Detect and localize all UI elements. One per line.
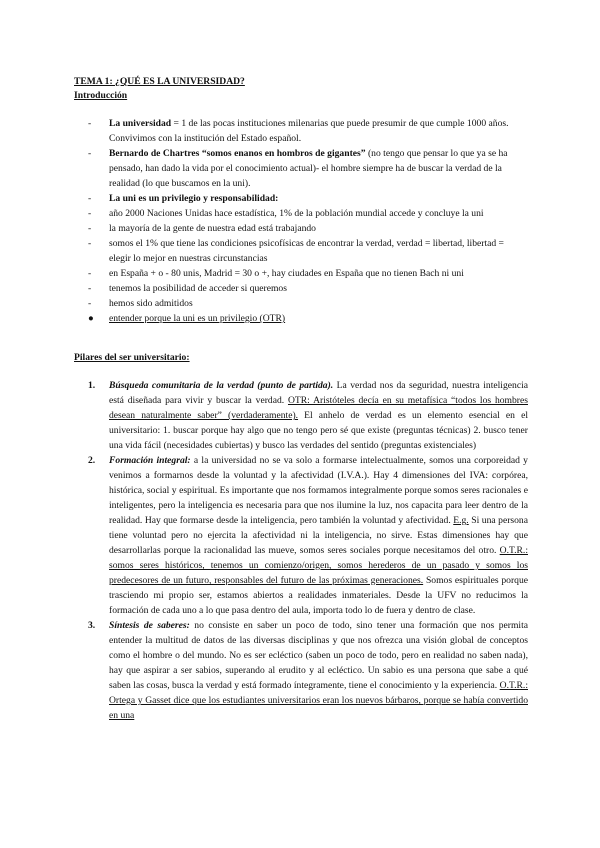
pilar-item	[88, 453, 528, 618]
bullet-marker: -	[88, 283, 92, 294]
bullet-text: en España + o - 80 unis, Madrid = 30 o +, hay ciudades en España que no tienen Bach ni uni	[109, 268, 464, 279]
bullet-text: la mayoría de la gente de nuestra edad está trabajando	[109, 223, 316, 234]
pilar-note: O.T.R.: somos seres históricos, tenemos un comienzo/origen, somos herederos de un pasado y somos los predecesores de un futuro, responsables del futuro de las próximas generaciones.	[109, 545, 528, 586]
pilares-list	[88, 378, 528, 723]
pilar-note: O.T.R.: Ortega y Gasset dice que los estudiantes universitarios eran los nuevos bárbaros, porque se había convertido en una	[109, 680, 528, 721]
bullet-marker: ●	[88, 313, 94, 324]
bullet-text: hemos sido admitidos	[109, 298, 193, 309]
list-item	[88, 206, 528, 221]
pilar-lead: Síntesis de saberes:	[109, 620, 190, 631]
pilar-lead: Formación integral:	[109, 455, 191, 466]
list-item	[88, 266, 528, 281]
list-item	[88, 191, 528, 206]
bullet-text: entender porque la uni es un privilegio (OTR)	[109, 313, 286, 324]
list-item	[88, 236, 528, 266]
pilar-note: E.g.	[453, 515, 469, 526]
intro-heading: Introducción	[74, 90, 128, 101]
bullet-marker: -	[88, 268, 92, 279]
bullet-text: = 1 de las pocas instituciones milenarias que puede presumir de que cumple 1000 años. Convivimos con la institución del Estado español.	[109, 118, 509, 144]
pilares-heading: Pilares del ser universitario:	[74, 352, 190, 363]
bullet-bold-text: La uni es un privilegio y responsabilidad:	[109, 193, 279, 204]
bullet-marker: -	[88, 193, 92, 204]
list-item	[88, 281, 528, 296]
pilar-number: 2.	[88, 455, 96, 466]
pilar-text: no consiste en saber un poco de todo, sino tener una formación que nos permita entender la multitud de datos de las diversas disciplinas y que nos ofrezca una visión global de conceptos como el hombre o del mundo. No es ser ecléctico (saben un poco de todo, pero en realidad no saben nada), hay que aspirar a ser sabios, superando al erudito y al ecléctico. Un sabio es una persona que sabe a qué saben las cosas, busca la verdad y está formado íntegramente, tiene el conocimiento y la experiencia.	[109, 620, 528, 691]
pilar-text: El anhelo de verdad es un elemento esencial en el universitario: 1. buscar porque hay algo que no tengo pero sé que existe (preguntas técnicas) 2. busco tener una vida fácil (necesidades cubiertas) y busco las verdades del sentido (preguntas existenciales)	[109, 410, 528, 451]
bullet-bold-text: Bernardo de Chartres “somos enanos en hombros de gigantes”	[109, 148, 366, 159]
pilar-number: 1.	[88, 380, 96, 391]
bullet-text: tenemos la posibilidad de acceder si queremos	[109, 283, 287, 294]
bullet-marker: -	[88, 118, 92, 129]
list-item	[88, 296, 528, 311]
bullet-marker: -	[88, 223, 92, 234]
bullet-text: (no tengo que pensar lo que ya se ha pensado, han dado la vida por el conocimiento actual)- el hombre siempre ha de buscar la verdad de la realidad (lo que buscamos en la uni).	[109, 148, 508, 189]
document-title: TEMA 1: ¿QUÉ ES LA UNIVERSIDAD?	[74, 76, 245, 87]
pilar-text: La verdad nos da seguridad, nuestra inteligencia está diseñada para vivir y buscar la verdad.	[109, 380, 529, 406]
bullet-marker: -	[88, 298, 92, 309]
pilar-text: Si una persona tiene voluntad pero no ejercita la afectividad ni la inteligencia, no sirve. Estas dimensiones hay que desarrollarlas porque la racionalidad las mueve, somos seres sociales porque necesitamos del otro.	[109, 515, 528, 556]
pilar-note: OTR: Aristóteles decía en su metafísica “todos los hombres desean naturalmente saber” (verdaderamente).	[109, 395, 528, 421]
list-item	[88, 146, 528, 191]
pilar-item	[88, 618, 528, 723]
pilar-lead: Búsqueda comunitaria de la verdad (punto de partida).	[109, 380, 334, 391]
pilar-text: a la universidad no se va solo a formarse intelectualmente, somos una corporeidad y venimos a formarnos desde la voluntad y la afectividad (I.V.A.). Hay 4 dimensiones del IVA: corpórea, histórica, social y espiritual. Es importante que nos formamos integralmente porque somos seres racionales e inteligentes, pero la inteligencia es necesaria para que nos ilumine la luz, nos capacita para leer dentro de la realidad. Hay que formarse desde la inteligencia, pero también la voluntad y afectividad.	[109, 455, 528, 526]
pilar-item	[88, 378, 528, 453]
bullet-text: año 2000 Naciones Unidas hace estadística, 1% de la población mundial accede y concluye la uni	[109, 208, 484, 219]
bullet-marker: -	[88, 238, 92, 249]
bullet-marker: -	[88, 148, 92, 159]
intro-bullet-list	[88, 116, 528, 326]
pilar-text: Somos espirituales porque trasciendo mi propio ser, estamos abiertos a realidades inmateriales. Desde la UFV no reducimos la formación de cada uno a lo que pasa dentro del aula, importa todo lo de fuera y dentro de clase.	[109, 575, 529, 616]
bullet-bold-text: La universidad	[109, 118, 172, 129]
bullet-text: somos el 1% que tiene las condiciones psicofísicas de encontrar la verdad, verdad = libertad, libertad = elegir lo mejor en nuestras circunstancias	[109, 238, 504, 264]
list-item	[88, 311, 528, 326]
bullet-marker: -	[88, 208, 92, 219]
pilar-number: 3.	[88, 620, 96, 631]
list-item	[88, 221, 528, 236]
list-item	[88, 116, 528, 146]
